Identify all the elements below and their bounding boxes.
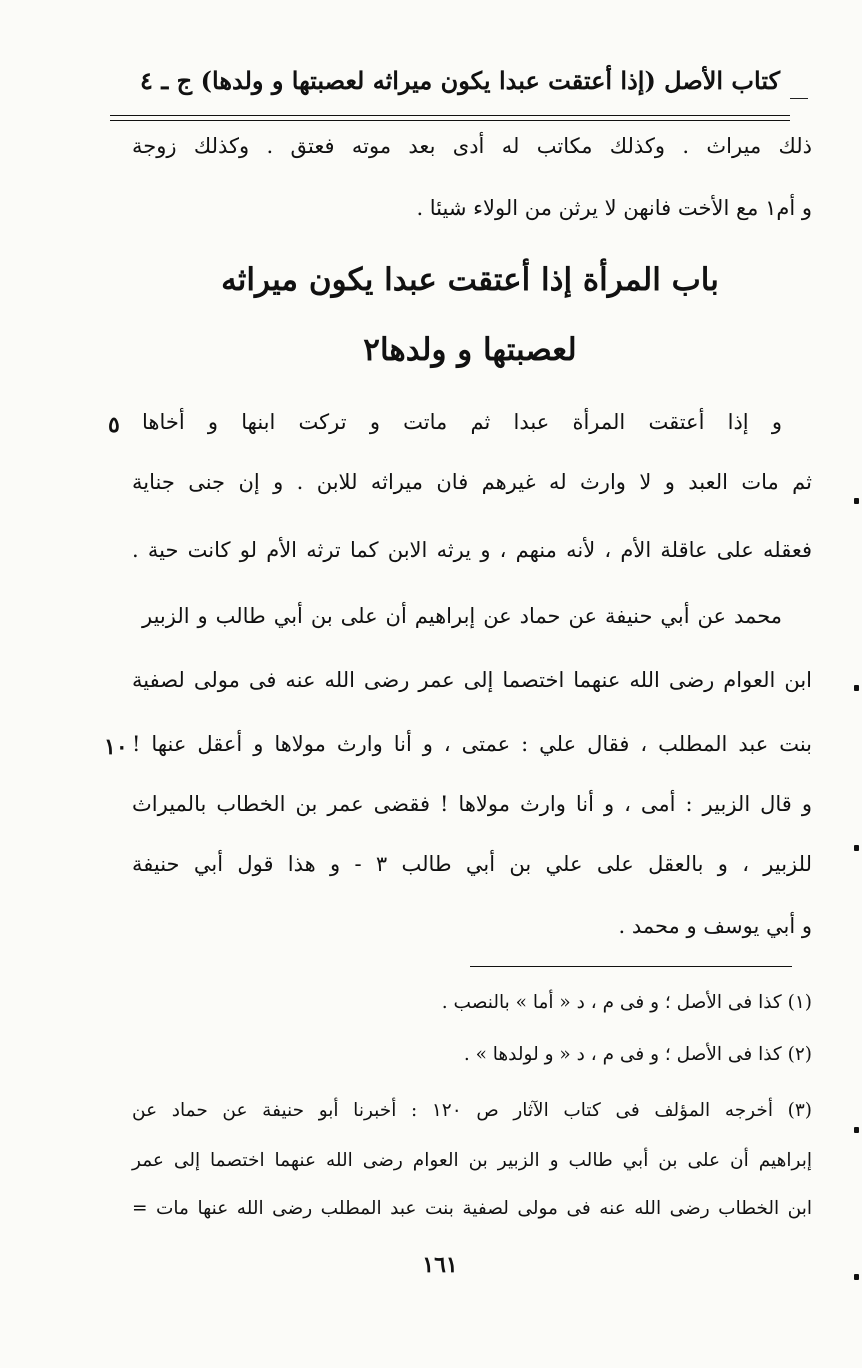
header-rule-top — [110, 115, 790, 116]
footnote-2: (٢) كذا فى الأصل ؛ و فى م ، د « و لولدها » . — [463, 1044, 812, 1065]
line-number-5: ٥ — [108, 412, 120, 438]
header-dash — [790, 98, 808, 99]
text-line-11: و أبي يوسف و محمد . — [618, 914, 812, 938]
running-header — [140, 58, 780, 102]
footnote-1: (١) كذا فى الأصل ؛ و فى م ، د « أما » بالنصب . — [441, 992, 812, 1013]
text-line-10: للزبير ، و بالعقل على علي بن أبي طالب ٣ - و هذا قول أبي حنيفة — [132, 852, 812, 876]
header-rule-bottom — [110, 120, 790, 121]
margin-mark — [854, 1274, 859, 1280]
text-line-7: ابن العوام رضى الله عنهما اختصما إلى عمر رضى الله عنه فى مولى لصفية — [132, 668, 812, 692]
footnote-3-line-1: (٣) أخرجه المؤلف فى كتاب الآثار ص ١٢٠ : أخبرنا أبو حنيفة عن حماد عن — [132, 1100, 812, 1121]
margin-mark — [854, 498, 859, 504]
header-volume: ج ـ ٤ — [140, 65, 193, 95]
footnote-3-line-2: إبراهيم أن على بن أبي طالب و الزبير بن العوام رضى الله عنهما اختصما إلى عمر — [132, 1150, 812, 1171]
page-number: ١٦١ — [422, 1252, 458, 1278]
footnote-separator — [470, 966, 792, 967]
text-line-6: محمد عن أبي حنيفة عن حماد عن إبراهيم أن على بن أبي طالب و الزبير — [142, 604, 782, 628]
text-line-2: و أم١ مع الأخت فانهن لا يرثن من الولاء شيئا . — [416, 196, 812, 220]
text-line-1: ذلك ميراث . وكذلك مكاتب له أدى بعد موته فعتق . وكذلك زوجة — [132, 134, 812, 158]
text-line-8: بنت عبد المطلب ، فقال علي : عمتى ، و أنا وارث مولاها و أعقل عنها ! — [132, 732, 812, 756]
line-number-10: ١٠ — [104, 734, 128, 760]
text-line-9: و قال الزبير : أمى ، و أنا وارث مولاها ! فقضى عمر بن الخطاب بالميراث — [132, 792, 812, 816]
chapter-heading-line-1: باب المرأة إذا أعتقت عبدا يكون ميراثه — [221, 262, 719, 298]
footnote-3-line-3: ابن الخطاب رضى الله عنه فى مولى لصفية بنت عبد المطلب رضى الله عنها مات = — [132, 1198, 812, 1219]
chapter-heading-line-2: لعصبتها و ولدها٢ — [363, 332, 577, 368]
text-line-5: فعقله على عاقلة الأم ، لأنه منهم ، و يرثه الابن كما ترثه الأم لو كانت حية . — [132, 538, 812, 562]
margin-mark — [854, 1127, 859, 1133]
margin-mark — [854, 685, 859, 691]
header-title: كتاب الأصل (إذا أعتقت عبدا يكون ميراثه لعصبتها و ولدها) — [200, 65, 780, 95]
margin-mark — [854, 845, 859, 851]
text-line-3: و إذا أعتقت المرأة عبدا ثم ماتت و تركت ابنها و أخاها — [142, 410, 782, 434]
text-line-4: ثم مات العبد و لا وارث له غيرهم فان ميراثه للابن . و إن جنى جناية — [132, 470, 812, 494]
